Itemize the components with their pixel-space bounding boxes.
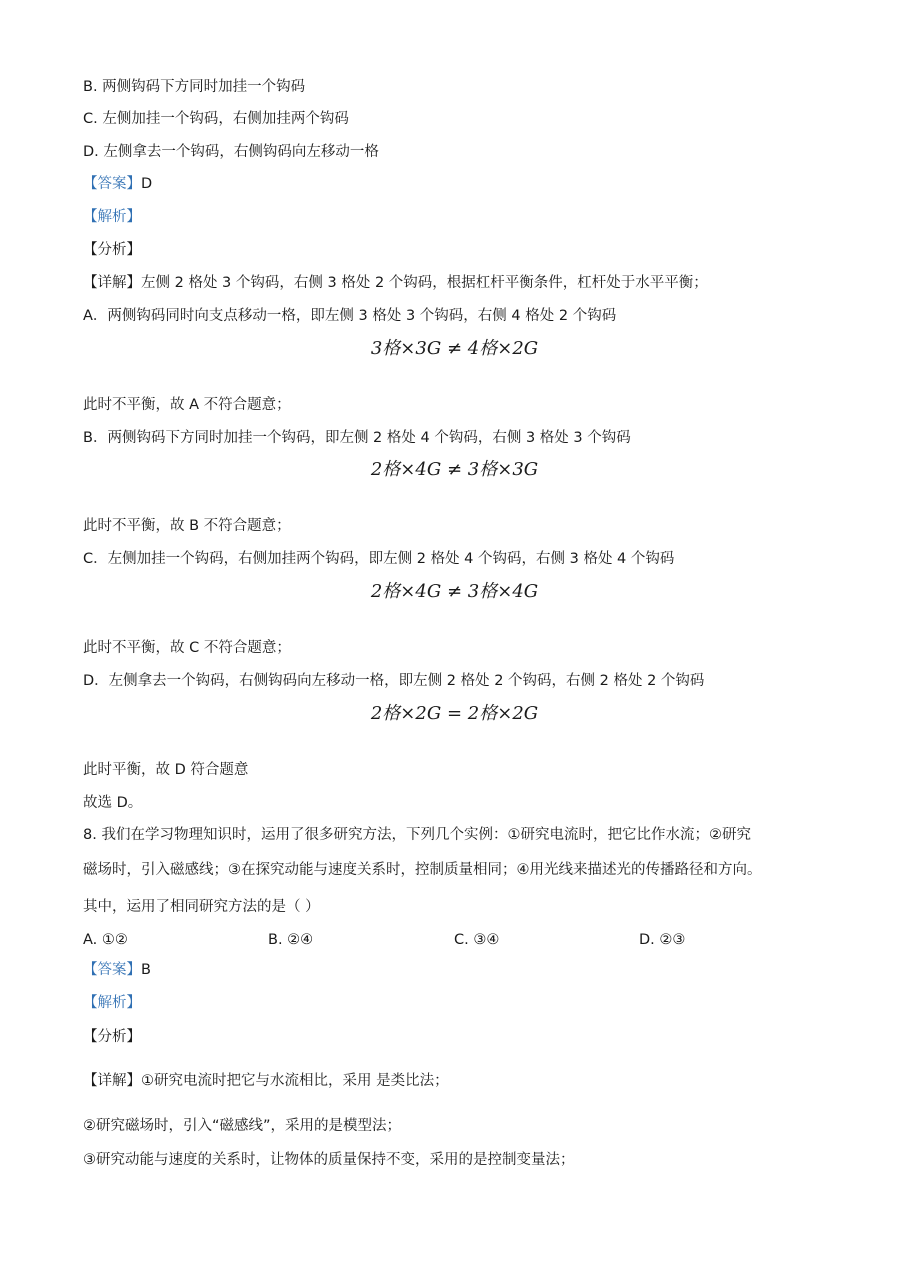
detail-line	[83, 273, 708, 293]
equation-c	[0, 581, 909, 603]
q8-option-b: B. ②④	[268, 932, 314, 948]
case-b-conclusion: 此时不平衡，故 B 不符合题意；	[83, 518, 291, 534]
eq-d-sign: =	[446, 703, 463, 724]
q8-stem-line-3: 其中，运用了相同研究方法的是（ ）	[83, 899, 320, 915]
eq-a-left: 3格×3G	[370, 338, 442, 359]
q8-detail-line-2: ②研究磁场时，引入“磁感线”，采用的是模型法；	[83, 1118, 402, 1134]
eq-a-sign: ≠	[446, 338, 463, 359]
equation-d	[0, 703, 909, 725]
q8-option-c: C. ③④	[454, 932, 500, 948]
eq-c-sign: ≠	[446, 581, 463, 602]
case-d-line: D．左侧拿去一个钩码，右侧钩码向左移动一格，即左侧 2 格处 2 个钩码，右侧 2 格处 2 个钩码	[83, 673, 705, 689]
answer-tag: 【答案】	[83, 176, 141, 192]
detail-text: 左侧 2 格处 3 个钩码，右侧 3 格处 2 个钩码，根据杠杆平衡条件，杠杆处于水平平衡；	[141, 275, 708, 291]
eq-d-right: 2格×2G	[467, 703, 539, 724]
eq-b-sign: ≠	[446, 459, 463, 480]
detail-tag: 【详解】	[83, 275, 141, 291]
eq-a-right: 4格×2G	[467, 338, 539, 359]
equation-a	[0, 338, 909, 360]
case-c-line: C．左侧加挂一个钩码，右侧加挂两个钩码，即左侧 2 格处 4 个钩码，右侧 3 格处 4 个钩码	[83, 551, 675, 567]
equation-b	[0, 459, 909, 481]
case-d-conclusion: 此时平衡，故 D 符合题意	[83, 762, 249, 778]
q8-answer-value: B	[141, 962, 151, 978]
final-choice: 故选 D。	[83, 795, 143, 811]
case-b-line: B．两侧钩码下方同时加挂一个钩码，即左侧 2 格处 4 个钩码，右侧 3 格处 3 个钩码	[83, 430, 631, 446]
eq-b-right: 3格×3G	[467, 459, 539, 480]
q8-fenxi-heading: 【分析】	[83, 1029, 141, 1045]
q8-detail-line-3: ③研究动能与速度的关系时，让物体的质量保持不变，采用的是控制变量法；	[83, 1152, 575, 1168]
answer-line	[83, 174, 152, 194]
prev-option-d: D. 左侧拿去一个钩码，右侧钩码向左移动一格	[83, 144, 379, 160]
prev-option-c: C. 左侧加挂一个钩码，右侧加挂两个钩码	[83, 111, 349, 127]
analysis-tag: 【解析】	[83, 209, 141, 225]
q8-detail-tag: 【详解】	[83, 1073, 141, 1089]
q8-detail-line-1	[83, 1071, 449, 1091]
q8-analysis-tag: 【解析】	[83, 995, 141, 1011]
q8-option-a: A. ①②	[83, 932, 128, 948]
q8-stem-line-2: 磁场时，引入磁感线；③在探究动能与速度关系时，控制质量相同；④用光线来描述光的传播路径和方向。	[83, 862, 762, 878]
eq-b-left: 2格×4G	[370, 459, 442, 480]
q8-detail-text-1: ①研究电流时把它与水流相比，采用 是类比法；	[141, 1073, 449, 1089]
q8-answer-line	[83, 960, 151, 980]
prev-option-b: B. 两侧钩码下方同时加挂一个钩码	[83, 79, 306, 95]
case-a-line: A．两侧钩码同时向支点移动一格，即左侧 3 格处 3 个钩码，右侧 4 格处 2 个钩码	[83, 308, 617, 324]
eq-c-right: 3格×4G	[467, 581, 539, 602]
q8-answer-tag: 【答案】	[83, 962, 141, 978]
eq-c-left: 2格×4G	[370, 581, 442, 602]
q8-option-d: D. ②③	[639, 932, 686, 948]
q8-stem-line-1: 8. 我们在学习物理知识时，运用了很多研究方法，下列几个实例：①研究电流时，把它比作水流；②研究	[83, 827, 751, 843]
case-c-conclusion: 此时不平衡，故 C 不符合题意；	[83, 640, 291, 656]
fenxi-heading: 【分析】	[83, 242, 141, 258]
answer-value: D	[141, 176, 153, 192]
eq-d-left: 2格×2G	[370, 703, 442, 724]
case-a-conclusion: 此时不平衡，故 A 不符合题意；	[83, 397, 291, 413]
